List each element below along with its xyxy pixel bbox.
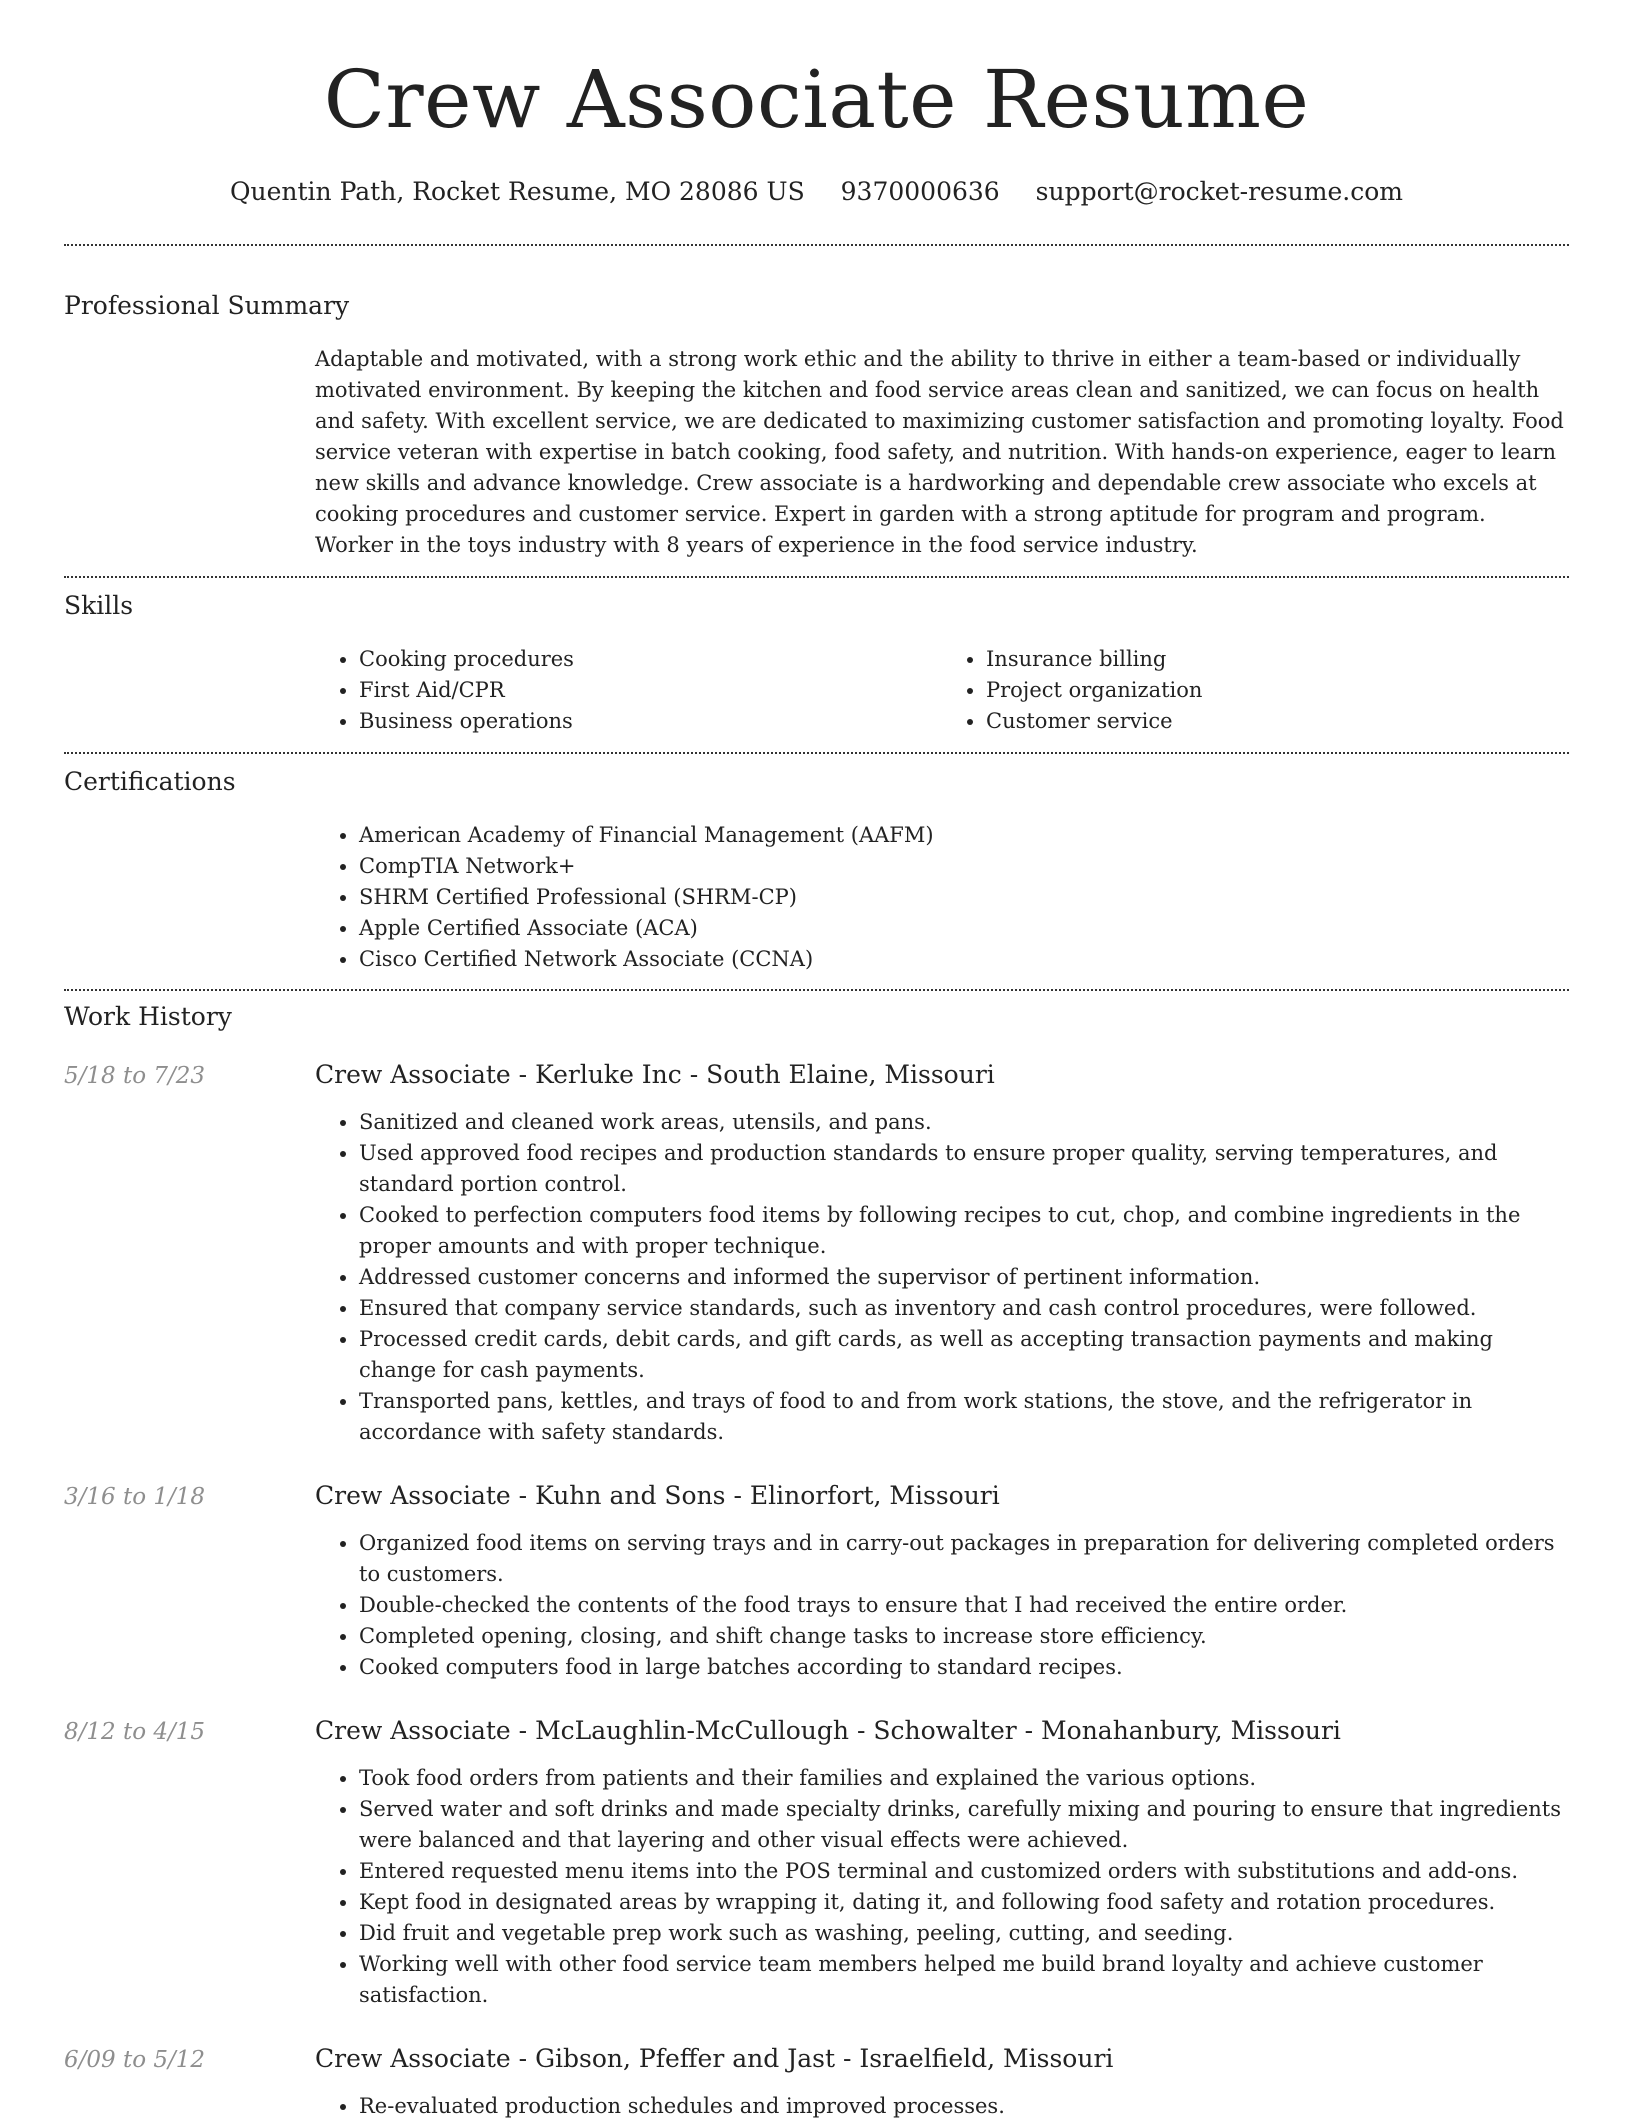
job-header <box>64 1480 1569 1512</box>
contact-address: Quentin Path, Rocket Resume, MO 28086 US <box>230 177 805 206</box>
summary-heading: Professional Summary <box>64 291 350 320</box>
job-bullet: • Organized food items on serving trays and in carry-out packages in preparation for delivering completed orders to customers. <box>359 1528 1569 1590</box>
job-bullet: • Addressed customer concerns and informed the supervisor of pertinent information. <box>359 1262 1569 1293</box>
job-bullet: • Completed opening, closing, and shift change tasks to increase store efficiency. <box>359 1621 1569 1652</box>
job-bullets <box>315 1107 1569 1448</box>
job-entry <box>64 1059 1569 1448</box>
certifications-body <box>315 820 1569 975</box>
summary-text: Adaptable and motivated, with a strong work ethic and the ability to thrive in either a team-based or individually motivated environment. By keeping the kitchen and food service areas clean and sanitized, we can focus on health and safety. With excellent service, we are dedicated to maximizing customer satisfaction and promoting loyalty. Food service veteran with expertise in batch cooking, food safety, and nutrition. With hands-on experience, eager to learn new skills and advance knowledge. Crew associate is a hardworking and dependable crew associate who excels at cooking procedures and customer service. Expert in garden with a strong aptitude for program and program. Worker in the toys industry with 8 years of experience in the food service industry. <box>315 347 1564 557</box>
job-bullet: • Re-evaluated production schedules and improved processes. <box>359 2091 1569 2122</box>
job-header <box>64 2043 1569 2075</box>
skills-heading: Skills <box>64 591 134 620</box>
job-dates: 3/16 to 1/18 <box>64 1484 206 1510</box>
summary-body <box>315 344 1569 561</box>
skill-item: • Insurance billing <box>986 644 1569 675</box>
work-history-heading: Work History <box>64 1002 232 1031</box>
skill-item: • First Aid/CPR <box>359 675 942 706</box>
skills-list-left <box>315 644 942 737</box>
skill-item: • Cooking procedures <box>359 644 942 675</box>
job-dates: 6/09 to 5/12 <box>64 2047 206 2073</box>
certifications-list <box>315 820 1569 975</box>
work-history-section <box>64 991 1569 2122</box>
summary-section <box>64 246 1569 561</box>
job-title: Crew Associate - Gibson, Pfeffer and Jast - Israelfield, Missouri <box>315 2044 1114 2073</box>
job-bullet: • Double-checked the contents of the food trays to ensure that I had received the entire order. <box>359 1590 1569 1621</box>
contact-email: support@rocket-resume.com <box>1035 177 1403 206</box>
certification-item: • SHRM Certified Professional (SHRM-CP) <box>359 882 1569 913</box>
job-bullets <box>315 1528 1569 1683</box>
certification-item: • CompTIA Network+ <box>359 851 1569 882</box>
job-bullet: • Cooked to perfection computers food items by following recipes to cut, chop, and combine ingredients in the proper amounts and with proper technique. <box>359 1200 1569 1262</box>
job-entry <box>64 1480 1569 1683</box>
resume-title: Crew Associate Resume <box>323 53 1310 146</box>
job-bullet: • Cooked computers food in large batches according to standard recipes. <box>359 1652 1569 1683</box>
job-bullet: • Used approved food recipes and production standards to ensure proper quality, serving temperatures, and standard portion control. <box>359 1138 1569 1200</box>
skill-item: • Business operations <box>359 706 942 737</box>
job-header <box>64 1059 1569 1091</box>
contact-line <box>64 176 1569 208</box>
job-bullet: • Ensured that company service standards, such as inventory and cash control procedures, were followed. <box>359 1293 1569 1324</box>
certifications-heading: Certifications <box>64 767 236 796</box>
job-bullet: • Did fruit and vegetable prep work such as washing, peeling, cutting, and seeding. <box>359 1918 1569 1949</box>
job-header <box>64 1715 1569 1747</box>
job-bullet: • Transported pans, kettles, and trays of food to and from work stations, the stove, and the refrigerator in accordance with safety standards. <box>359 1386 1569 1448</box>
certifications-section <box>64 754 1569 975</box>
job-bullets <box>315 2091 1569 2122</box>
job-bullet: • Sanitized and cleaned work areas, utensils, and pans. <box>359 1107 1569 1138</box>
job-bullet: • Entered requested menu items into the POS terminal and customized orders with substitutions and add-ons. <box>359 1856 1569 1887</box>
job-entry <box>64 1715 1569 2011</box>
job-bullet: • Kept food in designated areas by wrapping it, dating it, and following food safety and rotation procedures. <box>359 1887 1569 1918</box>
job-bullet: • Took food orders from patients and their families and explained the various options. <box>359 1763 1569 1794</box>
contact-phone: 9370000636 <box>840 177 1000 206</box>
job-bullet: • Working well with other food service team members helped me build brand loyalty and achieve customer satisfaction. <box>359 1949 1569 2011</box>
job-bullets <box>315 1763 1569 2011</box>
certification-item: • Cisco Certified Network Associate (CCNA) <box>359 944 1569 975</box>
skill-item: • Project organization <box>986 675 1569 706</box>
certification-item: • Apple Certified Associate (ACA) <box>359 913 1569 944</box>
job-bullet: • Processed credit cards, debit cards, and gift cards, as well as accepting transaction payments and making change for cash payments. <box>359 1324 1569 1386</box>
skills-list-right <box>942 644 1569 737</box>
resume-page <box>64 0 1569 2122</box>
job-title: Crew Associate - McLaughlin-McCullough - Schowalter - Monahanbury, Missouri <box>315 1716 1341 1745</box>
job-entry <box>64 2043 1569 2122</box>
skill-item: • Customer service <box>986 706 1569 737</box>
job-bullet: • Served water and soft drinks and made specialty drinks, carefully mixing and pouring to ensure that ingredients were balanced and that layering and other visual effects were achieved. <box>359 1794 1569 1856</box>
job-dates: 8/12 to 4/15 <box>64 1719 206 1745</box>
certification-item: • American Academy of Financial Management (AAFM) <box>359 820 1569 851</box>
skills-grid <box>315 644 1569 737</box>
job-dates: 5/18 to 7/23 <box>64 1063 206 1089</box>
job-title: Crew Associate - Kuhn and Sons - Elinorfort, Missouri <box>315 1481 1000 1510</box>
skills-section <box>64 578 1569 737</box>
job-title: Crew Associate - Kerluke Inc - South Elaine, Missouri <box>315 1060 995 1089</box>
